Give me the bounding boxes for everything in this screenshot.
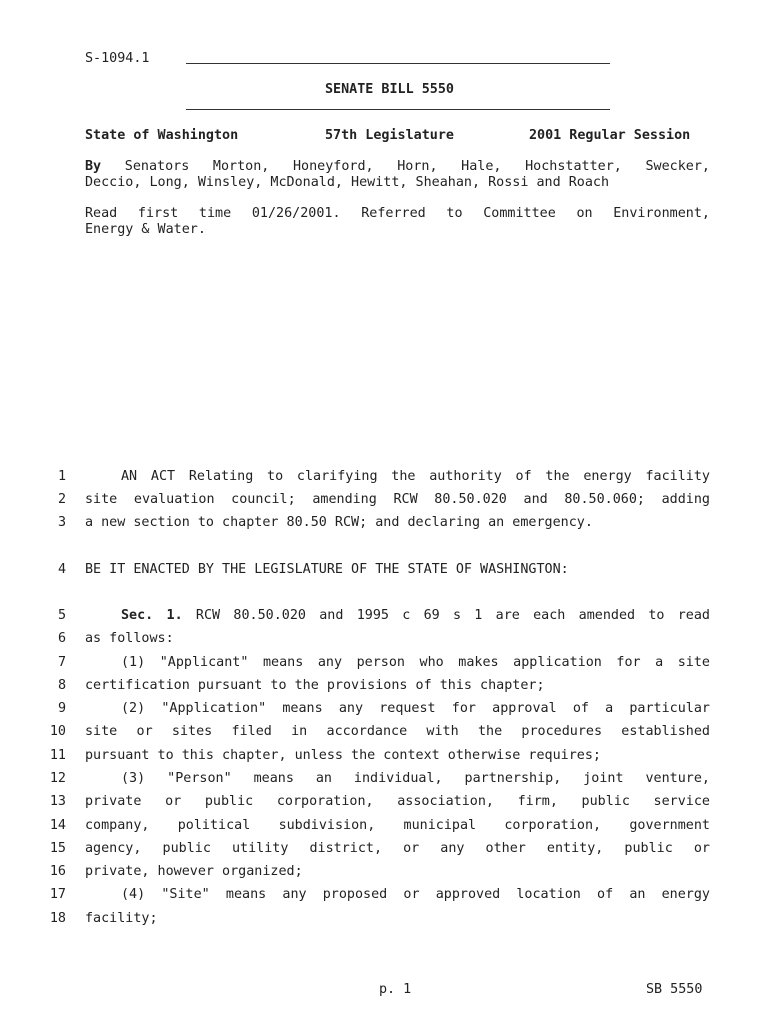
- body-line: company, political subdivision, municipal corporation, government: [85, 818, 710, 833]
- line-number: 10: [49, 724, 66, 739]
- line-number: 11: [49, 748, 66, 763]
- body-line: site evaluation council; amending RCW 80.50.020 and 80.50.060; adding: [85, 492, 710, 507]
- header-rule-bottom: [186, 109, 610, 110]
- line-number: 4: [57, 562, 66, 577]
- section-label: Sec. 1.: [121, 608, 183, 623]
- sponsors-line-2: Deccio, Long, Winsley, McDonald, Hewitt, Sheahan, Rossi and Roach: [85, 175, 610, 190]
- section-text: RCW 80.50.020 and 1995 c 69 s 1 are each amended to read: [182, 608, 710, 623]
- body-line: AN ACT Relating to clarifying the authority of the energy facility: [121, 469, 710, 484]
- line-number: 7: [57, 655, 66, 670]
- page-number: p. 1: [379, 982, 412, 997]
- body-line: pursuant to this chapter, unless the context otherwise requires;: [85, 748, 601, 763]
- header-rule-top: [186, 63, 610, 64]
- body-line: certification pursuant to the provisions of this chapter;: [85, 678, 545, 693]
- body-line: a new section to chapter 80.50 RCW; and declaring an emergency.: [85, 515, 593, 530]
- sponsors-line-1: [85, 159, 710, 174]
- body-line: facility;: [85, 911, 158, 926]
- bill-reference: SB 5550: [646, 982, 703, 997]
- body-line: private, however organized;: [85, 864, 303, 879]
- body-line: private or public corporation, association, firm, public service: [85, 794, 710, 809]
- line-number: 14: [49, 818, 66, 833]
- line-number: 15: [49, 841, 66, 856]
- body-line: (3) "Person" means an individual, partnership, joint venture,: [121, 771, 710, 786]
- line-number: 12: [49, 771, 66, 786]
- sponsors-text-1: Senators Morton, Honeyford, Horn, Hale, Hochstatter, Swecker,: [124, 159, 710, 174]
- line-number: 6: [57, 631, 66, 646]
- document-code: S-1094.1: [85, 51, 150, 66]
- state-label: State of Washington: [85, 128, 239, 143]
- line-number: 16: [49, 864, 66, 879]
- body-line: site or sites filed in accordance with the procedures established: [85, 724, 710, 739]
- body-line: (4) "Site" means any proposed or approved location of an energy: [121, 887, 710, 902]
- read-line-2: Energy & Water.: [85, 222, 206, 237]
- line-number: 3: [57, 515, 66, 530]
- body-line: agency, public utility district, or any other entity, public or: [85, 841, 710, 856]
- legislature-label: 57th Legislature: [325, 128, 454, 143]
- line-number: 17: [49, 887, 66, 902]
- read-line-1: Read first time 01/26/2001. Referred to Committee on Environment,: [85, 206, 710, 221]
- line-number: 8: [57, 678, 66, 693]
- bill-title: SENATE BILL 5550: [325, 82, 454, 97]
- section-heading-line: [85, 608, 710, 623]
- line-number: 13: [49, 794, 66, 809]
- body-line: as follows:: [85, 631, 174, 646]
- body-line: (2) "Application" means any request for approval of a particular: [121, 701, 710, 716]
- line-number: 2: [57, 492, 66, 507]
- line-number: 1: [57, 469, 66, 484]
- by-label: By: [85, 159, 102, 174]
- line-number: 5: [57, 608, 66, 623]
- enacting-clause: BE IT ENACTED BY THE LEGISLATURE OF THE STATE OF WASHINGTON:: [85, 562, 569, 577]
- body-line: (1) "Applicant" means any person who makes application for a site: [121, 655, 710, 670]
- line-number: 18: [49, 911, 66, 926]
- line-number: 9: [57, 701, 66, 716]
- session-label: 2001 Regular Session: [529, 128, 691, 143]
